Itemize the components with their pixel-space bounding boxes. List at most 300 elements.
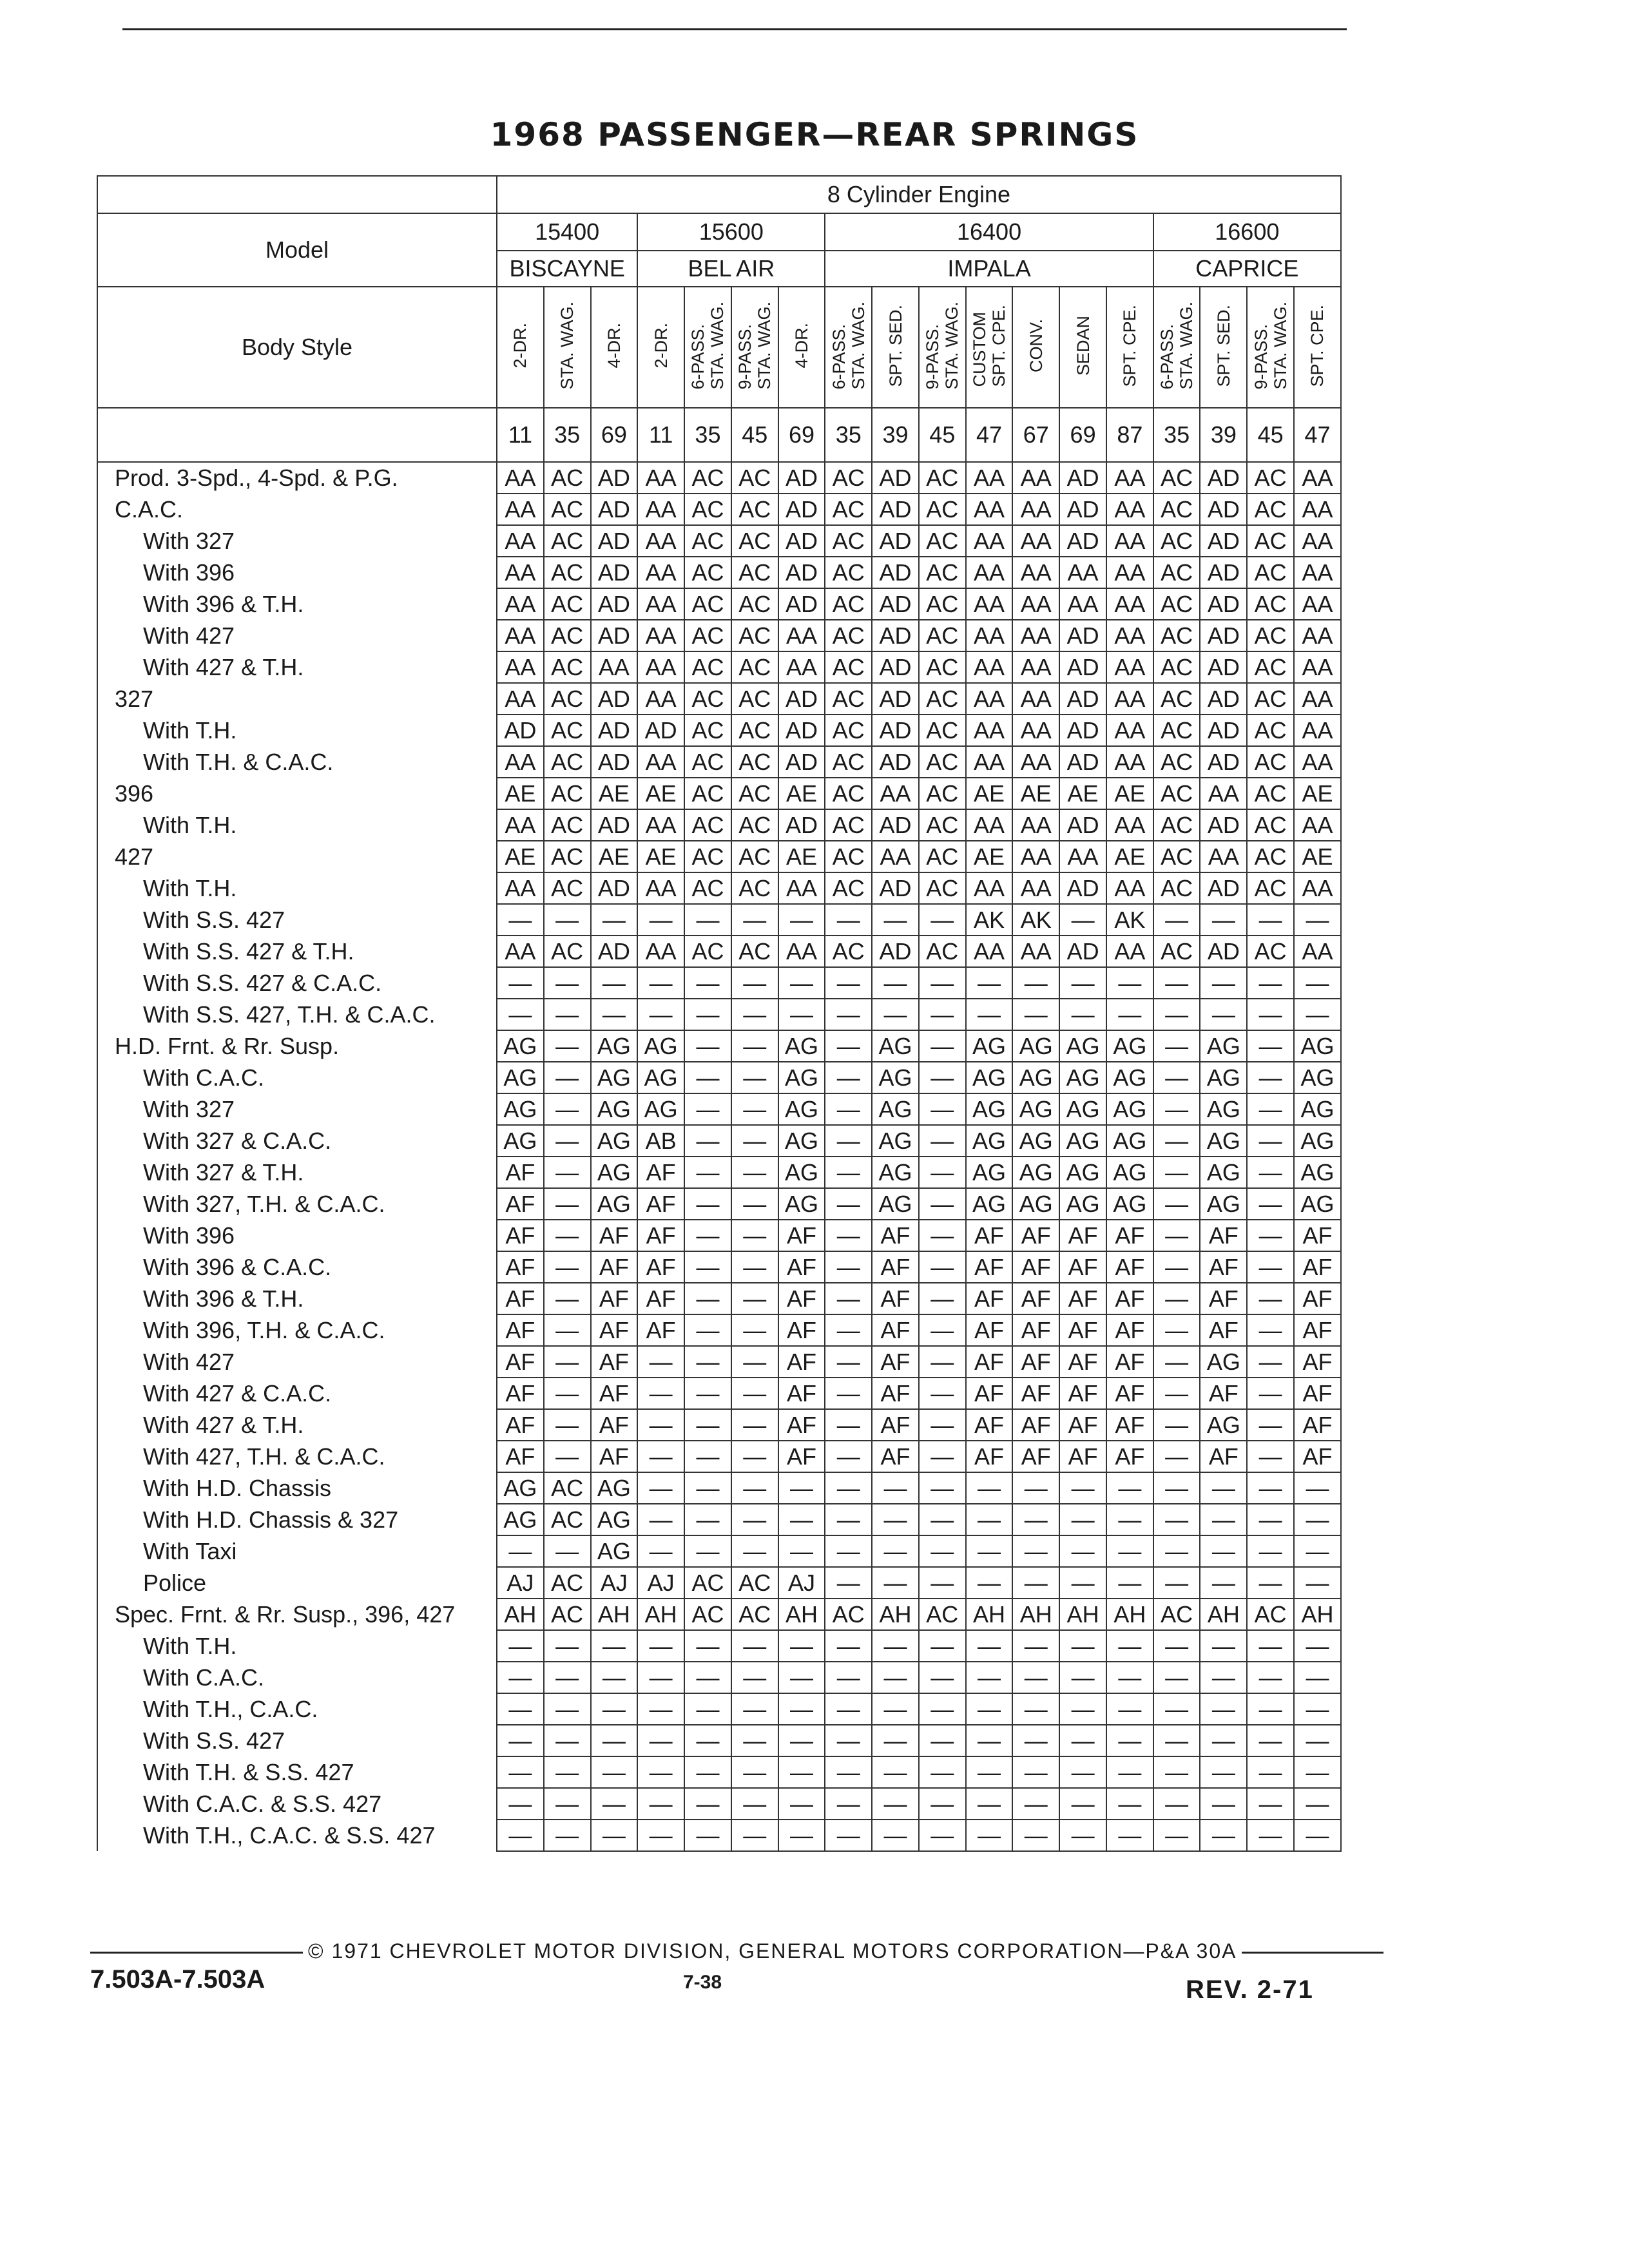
spring-code-cell: AA [778,936,825,967]
spring-code-cell: AA [497,525,544,557]
spring-code-cell: — [919,1188,966,1220]
spring-code-cell: — [1153,1093,1200,1125]
spring-code-cell: AA [872,841,919,872]
spring-code-cell: — [1106,1820,1153,1851]
spring-code-cell: AG [966,1125,1013,1157]
spring-code-cell: — [731,1346,778,1378]
spring-code-cell: — [591,1693,638,1725]
table-row [97,746,1341,778]
spring-code-cell: — [731,1756,778,1788]
row-label: With S.S. 427 [97,904,497,936]
spring-code-cell: — [1294,1788,1341,1820]
spring-code-cell: AC [731,651,778,683]
spring-code-cell: AG [1106,1125,1153,1157]
row-label: Spec. Frnt. & Rr. Susp., 396, 427 [97,1599,497,1630]
spring-code-cell: AD [872,651,919,683]
spring-code-cell: — [544,1756,591,1788]
spring-code-cell: AA [1294,936,1341,967]
row-label: With C.A.C. [97,1662,497,1693]
spring-code-cell: AF [497,1283,544,1314]
spring-code-cell: — [731,1820,778,1851]
body-style-label: 4-DR. [791,323,811,369]
model-number-4: 16600 [1153,213,1341,251]
spring-code-cell: — [919,1062,966,1093]
spring-code-cell: AF [1106,1251,1153,1283]
body-style-cell [1153,287,1200,408]
spring-code-cell: — [1247,999,1294,1030]
spring-code-cell: AA [497,683,544,715]
row-label: 396 [97,778,497,809]
spring-code-cell: AF [1200,1314,1247,1346]
spring-code-cell: AA [1294,651,1341,683]
spring-code-cell: AH [966,1599,1013,1630]
spring-code-cell: AC [1153,462,1200,494]
spring-code-cell: — [1012,1567,1059,1599]
spring-code-cell: AA [1012,683,1059,715]
table-row [97,1630,1341,1662]
spring-code-cell: AF [1012,1378,1059,1409]
spring-code-cell: AC [825,872,872,904]
style-number: 67 [1012,408,1059,462]
spring-code-cell: — [731,1662,778,1693]
body-style-header: Body Style [97,287,497,408]
row-label: H.D. Frnt. & Rr. Susp. [97,1030,497,1062]
spring-code-cell: — [684,1409,731,1441]
spring-code-cell: AA [497,557,544,588]
spring-code-cell: AD [778,588,825,620]
spring-code-cell: — [1153,1283,1200,1314]
spring-code-cell: AE [591,778,638,809]
spring-code-cell: AG [778,1062,825,1093]
spring-code-cell: AF [1106,1441,1153,1472]
spring-code-cell: AF [872,1283,919,1314]
spring-code-cell: AD [872,494,919,525]
spring-code-cell: — [1012,967,1059,999]
spring-code-cell: — [637,999,684,1030]
spring-code-cell: AH [637,1599,684,1630]
spring-code-cell: AG [1059,1157,1106,1188]
spring-code-cell: AH [1059,1599,1106,1630]
spring-code-cell: AC [544,588,591,620]
row-label: With C.A.C. [97,1062,497,1093]
spring-code-cell: — [872,1535,919,1567]
spring-code-cell: AD [872,620,919,651]
spring-code-cell: AC [919,936,966,967]
spring-code-cell: AC [1247,683,1294,715]
spring-code-cell: AC [919,462,966,494]
copyright-text: © 1971 CHEVROLET MOTOR DIVISION, GENERAL MOTORS CORPORATION—P&A 30A [308,1939,1237,1963]
row-label: With 396 & T.H. [97,588,497,620]
spring-code-cell: — [1106,1788,1153,1820]
spring-code-cell: — [684,1504,731,1535]
spring-code-cell: AG [1200,1157,1247,1188]
spring-code-cell: AF [778,1409,825,1441]
table-row [97,809,1341,841]
spring-code-cell: — [731,1220,778,1251]
row-label: With S.S. 427 [97,1725,497,1756]
spring-code-cell: — [544,1725,591,1756]
spring-code-cell: AG [1294,1157,1341,1188]
spring-code-cell: — [1153,1314,1200,1346]
style-number: 69 [778,408,825,462]
spring-code-cell: — [1200,1662,1247,1693]
spring-code-cell: AC [919,1599,966,1630]
spring-code-cell: AC [1153,588,1200,620]
row-label: Prod. 3-Spd., 4-Spd. & P.G. [97,462,497,494]
spring-code-cell: AE [1294,778,1341,809]
spring-code-cell: — [731,1788,778,1820]
spring-code-cell: — [684,1093,731,1125]
spring-code-cell: — [1153,1662,1200,1693]
spring-code-cell: AF [1106,1314,1153,1346]
spring-code-cell: — [731,1535,778,1567]
spring-code-cell: AD [591,620,638,651]
spring-code-cell: — [1153,1157,1200,1188]
spring-code-cell: — [544,1283,591,1314]
spring-code-cell: — [731,1314,778,1346]
spring-code-cell: — [919,1441,966,1472]
spring-code-cell: AD [591,557,638,588]
style-number: 87 [1106,408,1153,462]
spring-code-cell: AK [1012,904,1059,936]
spring-code-cell: — [684,1630,731,1662]
spring-code-cell: AD [1059,462,1106,494]
spring-code-cell: — [966,1820,1013,1851]
row-label: With 427 [97,1346,497,1378]
spring-code-cell: AG [778,1125,825,1157]
spring-code-cell: AF [1294,1314,1341,1346]
spring-code-cell: AE [1106,778,1153,809]
spring-code-cell: — [684,999,731,1030]
body-style-cell [1012,287,1059,408]
spring-code-cell: AD [778,746,825,778]
spring-code-cell: — [778,1756,825,1788]
spring-code-cell: AC [919,620,966,651]
spring-code-cell: — [684,1535,731,1567]
spring-code-cell: — [825,1535,872,1567]
table-row [97,872,1341,904]
spring-code-cell: AA [778,872,825,904]
spring-code-cell: — [731,1283,778,1314]
body-style-cell [591,287,638,408]
spring-code-cell: AG [497,1504,544,1535]
spring-code-cell: — [1012,1788,1059,1820]
style-number: 35 [544,408,591,462]
model-name-3: IMPALA [825,251,1153,287]
spring-code-cell: — [1247,1093,1294,1125]
spring-code-cell: AD [872,936,919,967]
spring-code-cell: — [919,1378,966,1409]
spring-code-cell: AA [497,746,544,778]
spring-code-cell: — [1153,1820,1200,1851]
spring-code-cell: AF [1294,1251,1341,1283]
spring-code-cell: — [1059,1567,1106,1599]
spring-code-cell: — [1153,1504,1200,1535]
spring-code-cell: — [731,1062,778,1093]
spring-code-cell: — [1247,1504,1294,1535]
spring-code-cell: AF [1059,1378,1106,1409]
spring-code-cell: — [637,1504,684,1535]
table-row [97,683,1341,715]
spring-code-cell: — [1106,1535,1153,1567]
table-row [97,1472,1341,1504]
spring-code-cell: AC [544,746,591,778]
spring-code-cell: AE [1012,778,1059,809]
spring-code-cell: AF [966,1378,1013,1409]
spring-code-cell: — [591,904,638,936]
table-row [97,1188,1341,1220]
spring-code-cell: AF [872,1220,919,1251]
spring-code-cell: — [637,1346,684,1378]
spring-code-cell: AD [1059,525,1106,557]
spring-code-cell: — [1200,1567,1247,1599]
spring-code-cell: AC [684,525,731,557]
body-style-label: SPT. SED. [885,304,905,387]
table-row [97,1157,1341,1188]
row-label: With 427 & T.H. [97,1409,497,1441]
spring-code-cell: AG [497,1093,544,1125]
spring-code-cell: AD [1200,588,1247,620]
spring-code-cell: AA [1106,746,1153,778]
spring-code-cell: AG [497,1472,544,1504]
spring-code-cell: — [825,1220,872,1251]
row-label: With 396 & C.A.C. [97,1251,497,1283]
spring-code-cell: — [684,1030,731,1062]
spring-code-cell: — [1200,1504,1247,1535]
body-style-cell [778,287,825,408]
spring-code-cell: — [778,1662,825,1693]
spring-code-cell: — [544,1346,591,1378]
spring-code-cell: AA [637,651,684,683]
spring-code-cell: — [544,1314,591,1346]
spring-code-cell: AC [731,841,778,872]
spring-code-cell: — [731,1504,778,1535]
spring-code-cell: — [1294,1504,1341,1535]
spring-code-cell: — [544,1662,591,1693]
spring-code-cell: AD [591,525,638,557]
spring-code-cell: — [778,1725,825,1756]
spring-code-cell: — [1247,1188,1294,1220]
spring-code-cell: — [825,1693,872,1725]
spring-code-cell: AF [1200,1220,1247,1251]
spring-code-cell: AA [637,936,684,967]
spring-code-cell: AD [872,715,919,746]
spring-code-cell: — [966,1662,1013,1693]
spring-code-cell: AC [684,936,731,967]
spring-code-cell: — [1012,1504,1059,1535]
spring-code-cell: AA [1106,588,1153,620]
spring-code-cell: — [966,1472,1013,1504]
spring-code-cell: — [778,1693,825,1725]
spring-code-cell: — [684,1125,731,1157]
table-row [97,1409,1341,1441]
spring-code-cell: — [1153,1062,1200,1093]
spring-code-cell: — [684,1378,731,1409]
spring-code-cell: AA [637,809,684,841]
spring-code-cell: — [1247,967,1294,999]
spring-code-cell: — [591,1630,638,1662]
spring-code-cell: AF [637,1188,684,1220]
spring-code-cell: AC [1247,746,1294,778]
spring-code-cell: AA [497,462,544,494]
spring-code-cell: — [637,1378,684,1409]
spring-code-cell: — [1200,1472,1247,1504]
table-row [97,1504,1341,1535]
table-row [97,1030,1341,1062]
spring-code-cell: AF [637,1283,684,1314]
spring-code-cell: AA [966,715,1013,746]
top-rule [122,28,1347,30]
spring-code-cell: — [1153,999,1200,1030]
spring-code-cell: — [1294,1662,1341,1693]
spring-code-cell: AG [872,1062,919,1093]
spring-code-cell: AD [778,494,825,525]
table-row [97,1125,1341,1157]
spring-code-cell: AD [591,809,638,841]
spring-code-cell: AD [872,525,919,557]
spring-code-cell: AF [637,1314,684,1346]
spring-code-cell: — [497,1725,544,1756]
spring-code-cell: — [731,904,778,936]
style-number: 47 [1294,408,1341,462]
spring-code-cell: AA [966,809,1013,841]
spring-code-cell: — [919,1251,966,1283]
spring-code-cell: AF [1200,1378,1247,1409]
spring-code-cell: AG [1294,1093,1341,1125]
spring-code-cell: AA [497,809,544,841]
spring-code-cell: — [919,1409,966,1441]
table-row [97,715,1341,746]
spring-code-cell: — [1200,1693,1247,1725]
spring-code-cell: — [1294,999,1341,1030]
row-label: With 327 [97,1093,497,1125]
spring-code-cell: AD [1200,936,1247,967]
spring-code-cell: — [1247,1062,1294,1093]
spring-code-cell: AG [1294,1125,1341,1157]
spring-code-cell: AC [684,651,731,683]
spring-code-cell: — [1106,967,1153,999]
spring-code-cell: AC [544,683,591,715]
spring-code-cell: — [684,1062,731,1093]
spring-code-cell: — [919,1756,966,1788]
spring-code-cell: AC [919,525,966,557]
spring-code-cell: AA [1106,462,1153,494]
spring-code-cell: AA [1106,494,1153,525]
spring-code-cell: — [966,1788,1013,1820]
spring-code-cell: — [544,967,591,999]
spring-code-cell: — [1012,1756,1059,1788]
spring-code-cell: AA [1294,557,1341,588]
spring-code-cell: AC [684,872,731,904]
spring-code-cell: AD [778,683,825,715]
spring-code-cell: AC [919,841,966,872]
body-style-cell [684,287,731,408]
table-row [97,1756,1341,1788]
spring-code-cell: — [684,1283,731,1314]
spring-code-cell: — [1247,904,1294,936]
spring-code-cell: — [731,999,778,1030]
spring-code-cell: — [1247,1409,1294,1441]
spring-code-cell: AF [1059,1409,1106,1441]
spring-code-cell: — [497,1756,544,1788]
spring-code-cell: — [778,1472,825,1504]
table-row [97,904,1341,936]
spring-code-cell: AD [637,715,684,746]
spring-code-cell: — [1106,1472,1153,1504]
spring-code-cell: AA [1294,715,1341,746]
spring-code-cell: AF [497,1409,544,1441]
spring-code-cell: — [497,1788,544,1820]
row-label: With T.H. & S.S. 427 [97,1756,497,1788]
spring-code-cell: — [1059,967,1106,999]
spring-code-cell: — [637,1756,684,1788]
spring-code-cell: — [591,1788,638,1820]
spring-code-cell: AD [1059,872,1106,904]
spring-code-cell: — [1294,1567,1341,1599]
spring-code-cell: — [825,904,872,936]
spring-code-cell: — [872,1820,919,1851]
spring-code-cell: AC [544,1567,591,1599]
spring-code-cell: — [872,1756,919,1788]
table-row [97,778,1341,809]
spring-code-cell: AC [1153,872,1200,904]
spring-code-cell: — [684,1693,731,1725]
spring-code-cell: AC [1247,557,1294,588]
spring-code-cell: AF [1059,1283,1106,1314]
spring-code-cell: — [544,1062,591,1093]
spring-code-cell: — [825,999,872,1030]
spring-code-cell: AC [544,715,591,746]
spring-code-cell: — [1200,1725,1247,1756]
body-style-cell [825,287,872,408]
spring-code-cell: AC [825,620,872,651]
spring-code-cell: AC [544,525,591,557]
body-style-label: 2-DR. [510,323,530,369]
style-number: 45 [731,408,778,462]
spring-code-cell: — [872,967,919,999]
spring-code-cell: AD [1200,525,1247,557]
table-row [97,1725,1341,1756]
spring-code-cell: AG [1106,1157,1153,1188]
spring-code-cell: AC [731,557,778,588]
spring-code-cell: AF [872,1251,919,1283]
spring-code-cell: AA [966,872,1013,904]
spring-code-cell: AE [966,778,1013,809]
body-style-cell [497,287,544,408]
spring-code-cell: AF [497,1188,544,1220]
spring-code-cell: — [825,1125,872,1157]
spring-code-cell: AD [591,872,638,904]
spring-code-cell: — [684,1251,731,1283]
spring-code-cell: AA [1012,557,1059,588]
spring-code-cell: AA [1106,809,1153,841]
spring-code-cell: AD [591,715,638,746]
spring-code-cell: — [731,1725,778,1756]
spring-code-cell: AG [872,1188,919,1220]
spring-code-cell: AD [872,557,919,588]
spring-code-cell: — [778,999,825,1030]
spring-code-cell: AD [778,525,825,557]
spring-code-cell: AG [1106,1062,1153,1093]
page-title: 1968 PASSENGER—REAR SPRINGS [490,116,1139,153]
spring-code-cell: — [1059,1662,1106,1693]
spring-code-cell: AH [497,1599,544,1630]
spring-code-cell: AD [778,557,825,588]
spring-code-cell: — [1294,904,1341,936]
spring-code-cell: — [684,1314,731,1346]
spring-code-cell: — [1200,1756,1247,1788]
spring-code-cell: AF [966,1283,1013,1314]
